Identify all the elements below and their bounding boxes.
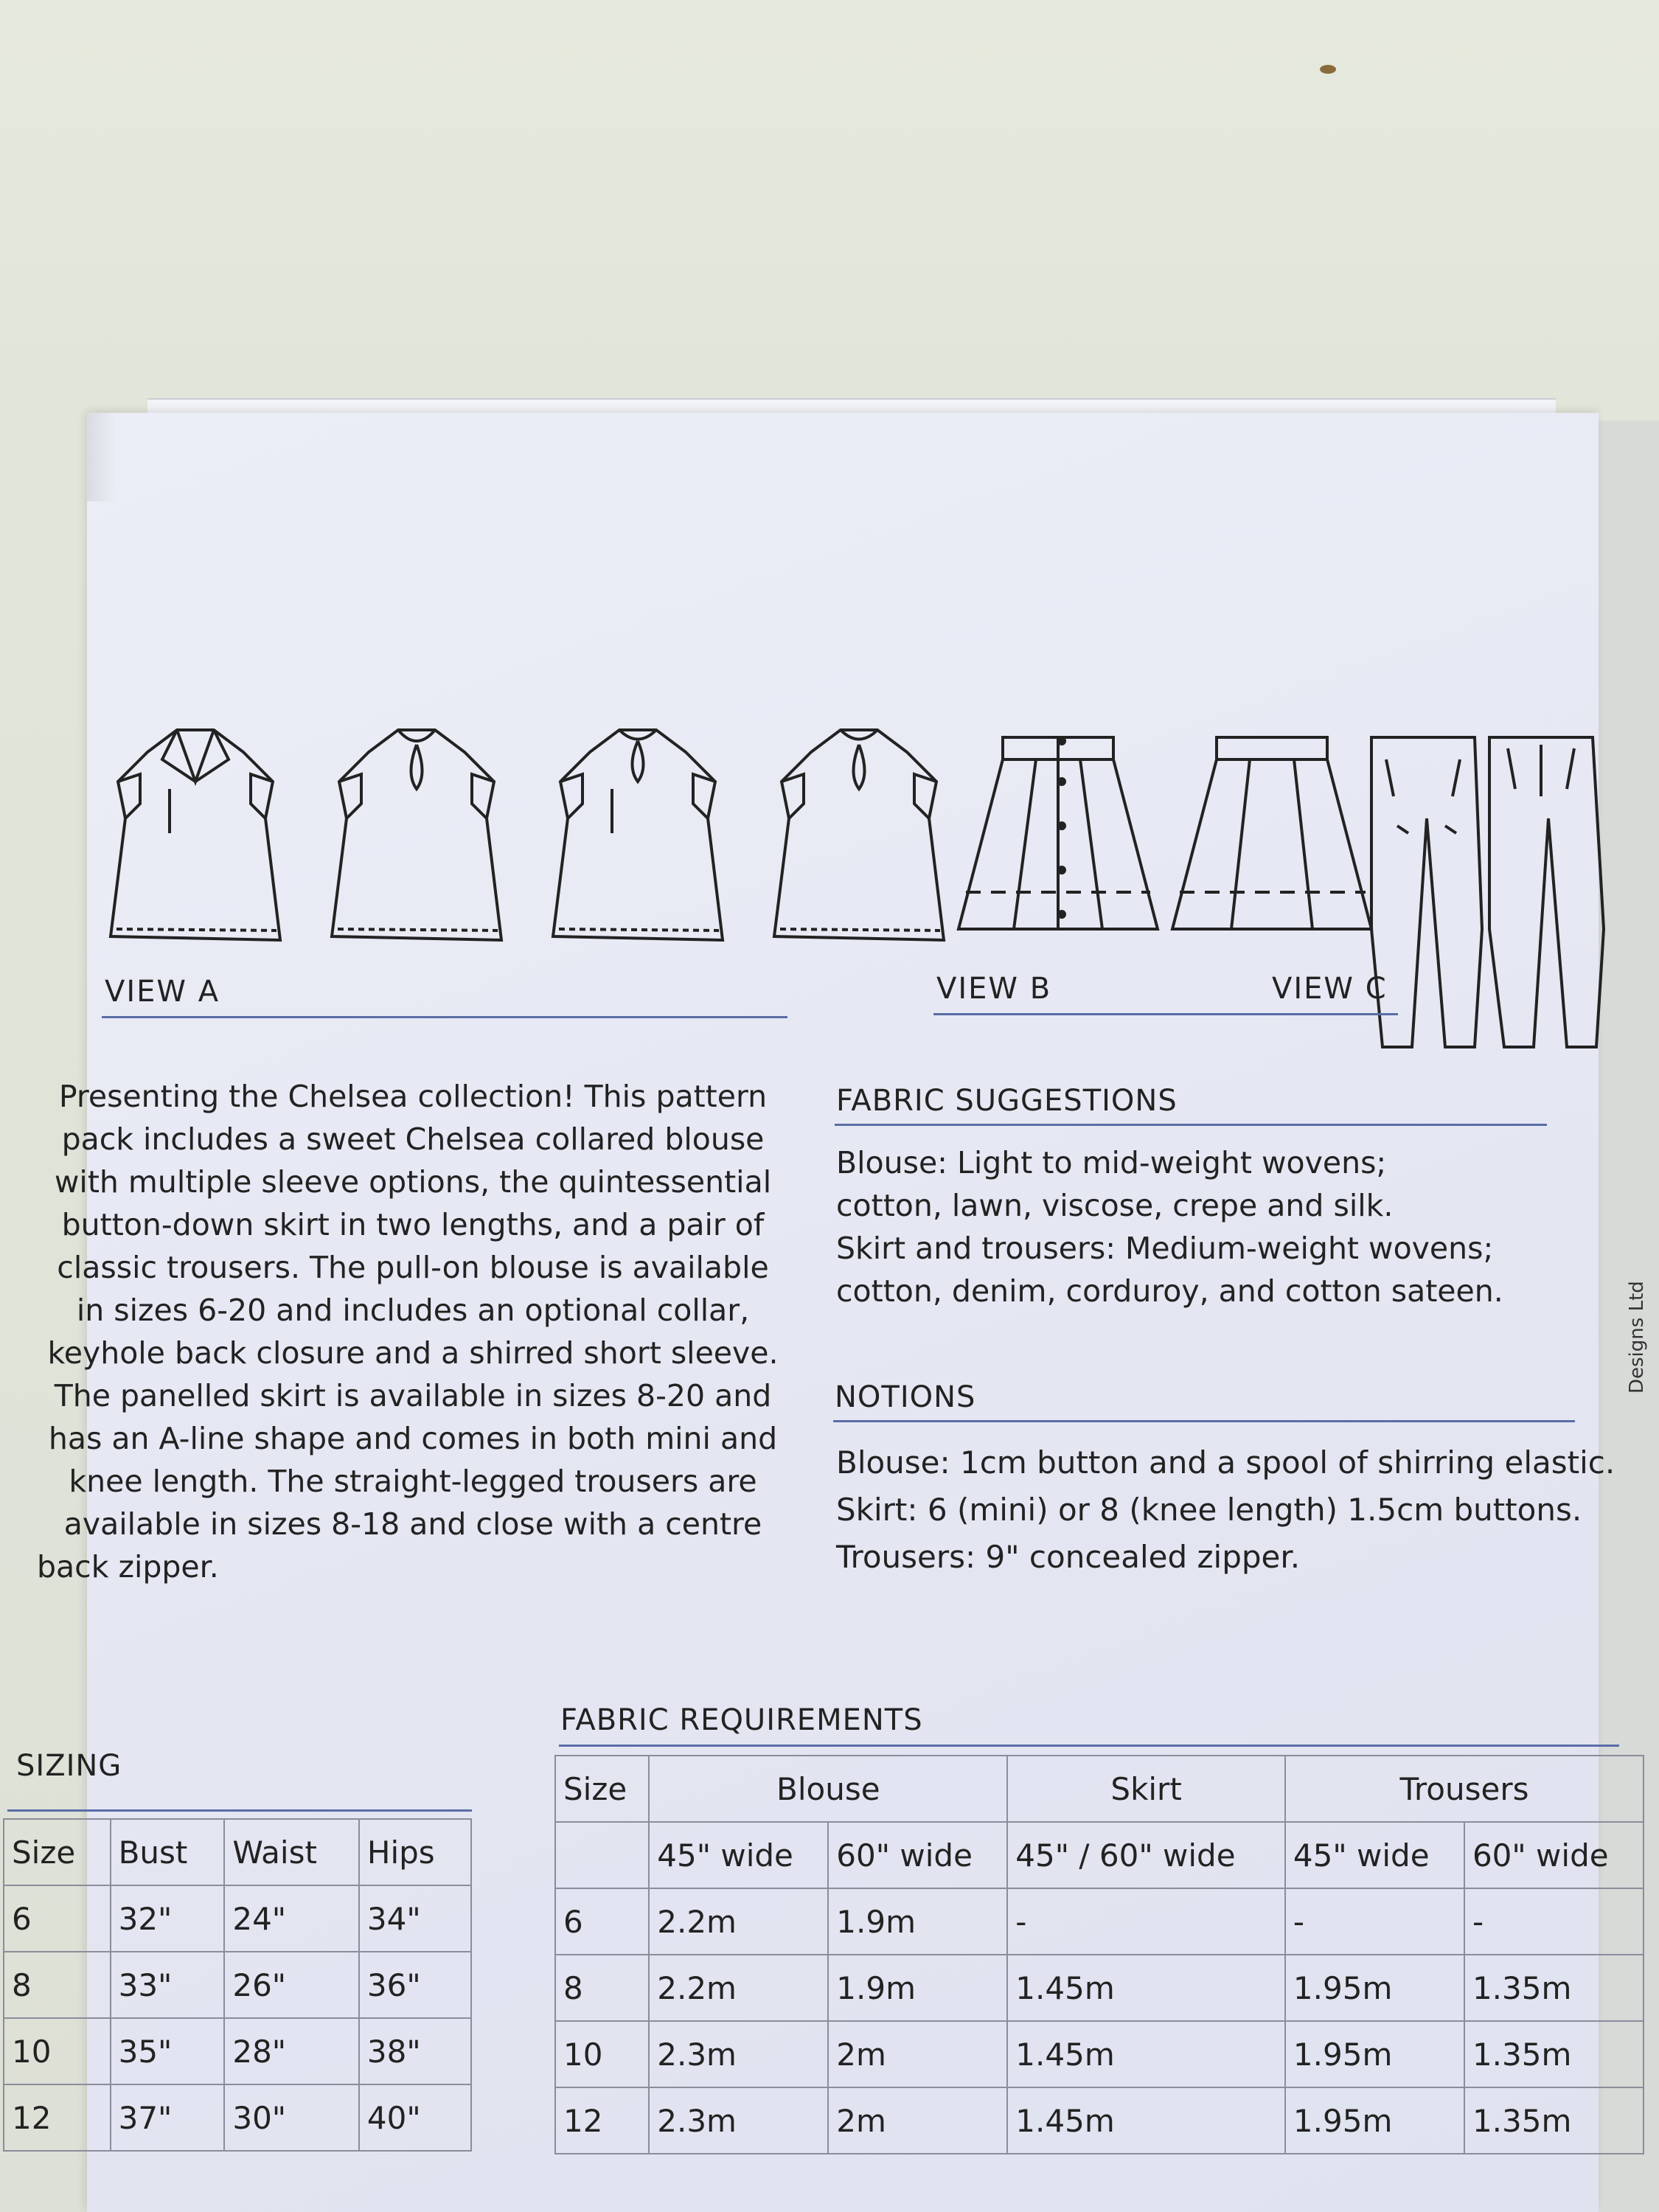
- blouse-back-icon: [774, 730, 944, 940]
- table-header-cell: Hips: [359, 1819, 471, 1885]
- intro-line: knee length. The straight-legged trousers are: [69, 1464, 757, 1499]
- blouse-keyhole-back-icon: [332, 730, 501, 940]
- fabric-suggestions-title: FABRIC SUGGESTIONS: [836, 1084, 1178, 1118]
- table-row: [555, 2087, 1644, 2154]
- table-cell: 40": [359, 2084, 471, 2151]
- table-cell: 1.35m: [1464, 2021, 1644, 2087]
- table-header-cell: Trousers: [1285, 1756, 1644, 1822]
- intro-line: pack includes a sweet Chelsea collared blouse: [61, 1121, 765, 1157]
- table-cell: 24": [224, 1885, 359, 1952]
- table-cell: 37": [111, 2084, 225, 2151]
- notions-title: NOTIONS: [835, 1380, 976, 1414]
- notions-rule: [833, 1420, 1575, 1422]
- notion-line: Trousers: 9" concealed zipper.: [836, 1539, 1301, 1575]
- table-row: [4, 1819, 471, 1885]
- table-header-cell: 60" wide: [828, 1822, 1007, 1888]
- intro-line: button-down skirt in two lengths, and a pair of: [61, 1207, 765, 1242]
- table-header-cell: Blouse: [649, 1756, 1007, 1822]
- table-cell: 1.45m: [1007, 2021, 1285, 2087]
- fabric-suggestions-rule: [835, 1124, 1547, 1126]
- table-header-cell: Size: [4, 1819, 111, 1885]
- table-cell: 12: [555, 2087, 649, 2154]
- table-row: [4, 2084, 471, 2151]
- table-cell: 6: [555, 1888, 649, 1955]
- table-cell: 30": [224, 2084, 359, 2151]
- table-cell: 2.3m: [649, 2087, 828, 2154]
- fabric-requirements-rule: [559, 1745, 1619, 1747]
- trousers-front-icon: [1371, 737, 1482, 1047]
- sizing-rule: [7, 1809, 472, 1812]
- fabric-suggestions-text: [836, 1141, 1503, 1312]
- fabric-suggestion-line: Skirt and trousers: Medium-weight wovens;: [836, 1231, 1494, 1266]
- table-cell: 36": [359, 1952, 471, 2018]
- table-cell: 2.2m: [649, 1888, 828, 1955]
- view-a-label: VIEW A: [105, 975, 220, 1009]
- table-cell: 10: [555, 2021, 649, 2087]
- trousers-back-icon: [1489, 737, 1604, 1047]
- intro-line: back zipper.: [37, 1549, 219, 1585]
- view-b-label: VIEW B: [936, 972, 1052, 1006]
- view-b-c-rule: [933, 1013, 1398, 1015]
- fabric-suggestion-line: cotton, denim, corduroy, and cotton sateen.: [836, 1273, 1503, 1309]
- table-header-cell: 45" / 60" wide: [1007, 1822, 1285, 1888]
- table-cell: 1.35m: [1464, 2087, 1644, 2154]
- garment-illustrations: [96, 708, 1615, 1062]
- table-cell: 2m: [828, 2087, 1007, 2154]
- table-cell: 26": [224, 1952, 359, 2018]
- table-row: [4, 1885, 471, 1952]
- table-header-cell: Bust: [111, 1819, 225, 1885]
- table-cell: 2.3m: [649, 2021, 828, 2087]
- table-cell: 32": [111, 1885, 225, 1952]
- table-cell: 8: [555, 1955, 649, 2021]
- notion-line: Skirt: 6 (mini) or 8 (knee length) 1.5cm buttons.: [836, 1492, 1582, 1528]
- table-row: [555, 1756, 1644, 1822]
- table-cell: 38": [359, 2018, 471, 2084]
- intro-line: Presenting the Chelsea collection! This pattern: [58, 1079, 768, 1114]
- notion-line: Blouse: 1cm button and a spool of shirring elastic.: [836, 1444, 1615, 1481]
- table-row: [555, 1888, 1644, 1955]
- sizing-table: [3, 1818, 472, 2152]
- intro-line: available in sizes 8-18 and close with a centre: [63, 1506, 762, 1542]
- table-cell: 2m: [828, 2021, 1007, 2087]
- intro-line: The panelled skirt is available in sizes 8-20 and: [54, 1378, 772, 1413]
- table-cell: 1.45m: [1007, 1955, 1285, 2021]
- table-cell: 8: [4, 1952, 111, 2018]
- view-c-label: VIEW C: [1272, 972, 1388, 1006]
- table-cell: -: [1007, 1888, 1285, 1955]
- table-cell: 1.9m: [828, 1888, 1007, 1955]
- table-header-cell: Size: [555, 1756, 649, 1822]
- table-cell: 6: [4, 1885, 111, 1952]
- table-cell: 33": [111, 1952, 225, 2018]
- table-cell: 34": [359, 1885, 471, 1952]
- envelope-corner: [87, 413, 116, 501]
- fabric-requirements-table: [554, 1755, 1644, 2154]
- table-cell: 1.9m: [828, 1955, 1007, 2021]
- side-credit: Designs Ltd: [1626, 1281, 1648, 1394]
- table-cell: 2.2m: [649, 1955, 828, 2021]
- intro-line: keyhole back closure and a shirred short sleeve.: [47, 1335, 779, 1371]
- intro-line: has an A-line shape and comes in both mini and: [48, 1421, 778, 1456]
- table-header-cell: 60" wide: [1464, 1822, 1644, 1888]
- table-cell: -: [1464, 1888, 1644, 1955]
- table-cell: 1.95m: [1285, 1955, 1464, 2021]
- table-cell: 12: [4, 2084, 111, 2151]
- table-cell: [555, 1822, 649, 1888]
- table-cell: 1.95m: [1285, 2021, 1464, 2087]
- view-a-rule: [102, 1016, 787, 1018]
- table-header-cell: Skirt: [1007, 1756, 1285, 1822]
- table-header-cell: 45" wide: [649, 1822, 828, 1888]
- fabric-suggestion-line: cotton, lawn, viscose, crepe and silk.: [836, 1188, 1394, 1223]
- table-row: [555, 1955, 1644, 2021]
- speck: [1320, 65, 1336, 74]
- skirt-back-icon: [1172, 737, 1371, 929]
- intro-line: classic trousers. The pull-on blouse is available: [57, 1250, 769, 1285]
- table-cell: -: [1285, 1888, 1464, 1955]
- intro-paragraph: [37, 1075, 789, 1588]
- blouse-collar-front-icon: [111, 730, 280, 940]
- table-cell: 1.95m: [1285, 2087, 1464, 2154]
- notions-text: [836, 1439, 1615, 1581]
- fabric-suggestion-line: Blouse: Light to mid-weight wovens;: [836, 1145, 1387, 1180]
- table-row: [555, 2021, 1644, 2087]
- table-cell: 1.45m: [1007, 2087, 1285, 2154]
- table-cell: 1.35m: [1464, 1955, 1644, 2021]
- table-row: [555, 1822, 1644, 1888]
- fabric-requirements-title: FABRIC REQUIREMENTS: [560, 1703, 923, 1737]
- sizing-title: SIZING: [16, 1749, 122, 1783]
- table-header-cell: Waist: [224, 1819, 359, 1885]
- blouse-front-icon: [553, 730, 723, 940]
- table-cell: 10: [4, 2018, 111, 2084]
- table-cell: 28": [224, 2018, 359, 2084]
- table-row: [4, 1952, 471, 2018]
- table-cell: 35": [111, 2018, 225, 2084]
- table-header-cell: 45" wide: [1285, 1822, 1464, 1888]
- skirt-button-front-icon: [959, 737, 1158, 929]
- table-row: [4, 2018, 471, 2084]
- intro-line: with multiple sleeve options, the quintessential: [54, 1164, 772, 1200]
- intro-line: in sizes 6-20 and includes an optional collar,: [76, 1293, 750, 1328]
